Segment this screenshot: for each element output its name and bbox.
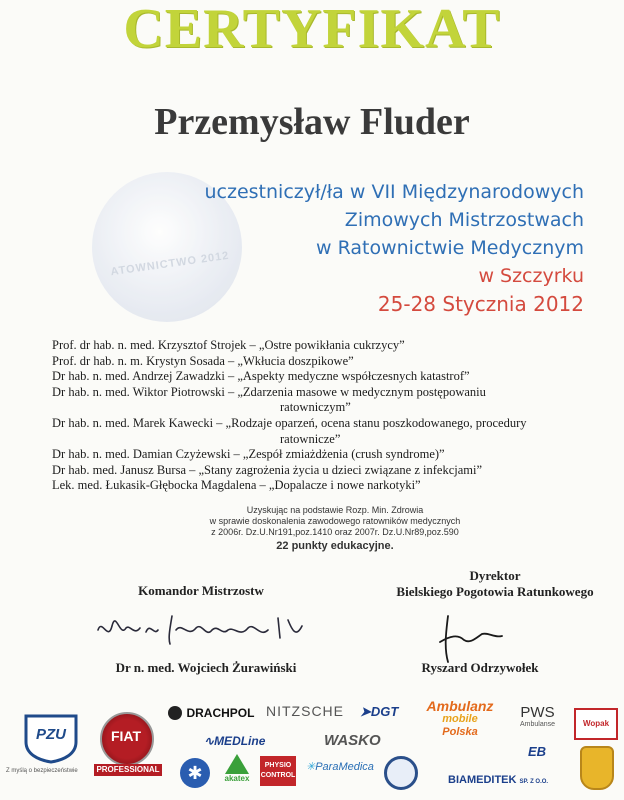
physio-control-logo: PHYSIO CONTROL: [260, 756, 296, 786]
event-line: Zimowych Mistrzostwach: [344, 209, 584, 231]
event-city: w Szczyrku: [478, 265, 584, 287]
nitzsche-logo: NITZSCHE: [266, 703, 344, 719]
pzu-logo: [20, 712, 82, 764]
left-signatory-name: Dr n. med. Wojciech Żurawiński: [115, 660, 297, 675]
dgt-arrow-icon: ➤: [360, 704, 371, 719]
fiat-text: FIAT: [110, 728, 142, 744]
medline-logo: [204, 734, 265, 748]
pws-logo: [520, 704, 555, 728]
lecture-item: [52, 447, 572, 463]
left-handwritten-signature: [92, 608, 312, 652]
lecture-item: [52, 478, 572, 494]
akatex-text: akatex: [224, 774, 250, 783]
eb-logo: EB: [528, 744, 547, 759]
lecture-text: Dr hab. med. Janusz Bursa – „Stany zagrożenia życia u dzieci związane z infekcjami”: [52, 462, 483, 477]
crest-icon: [580, 746, 614, 790]
ambulanz-line-3: Polska: [442, 726, 478, 738]
dgt-text: DGT: [370, 704, 399, 719]
biameditek-text: BIAMEDITEK: [448, 774, 517, 786]
lecture-text-continued: ratowniczym”: [280, 400, 351, 415]
pws-text: PWS: [520, 704, 555, 721]
lecture-list: [52, 338, 572, 494]
lecture-text: Dr hab. n. med. Damian Czyżewski – „Zespół zmiażdżenia (crush syndrome)”: [52, 447, 445, 462]
right-title-line-1: Dyrektor: [469, 568, 521, 583]
drachpol-circle-icon: [168, 706, 182, 720]
right-handwritten-signature: [430, 612, 510, 666]
ambulanz-logo: [410, 700, 510, 739]
wopak-text: Wopak: [582, 719, 610, 728]
right-signatory-name: Ryszard Odrzywołek: [421, 660, 539, 675]
paramedica-text: ParaMedica: [315, 761, 374, 773]
lecture-text: Dr hab. n. med. Andrzej Zawadzki – „Aspekty medyczne współczesnych katastrof”: [52, 369, 470, 384]
pzu-tagline: Z myślą o bezpieczeństwie: [6, 768, 78, 774]
pzu-text: PZU: [36, 726, 66, 743]
points-basis-line: Uzyskując na podstawie Rozp. Min. Zdrowia: [246, 505, 424, 515]
medline-text: MEDLine: [214, 734, 266, 748]
event-description: [64, 178, 584, 318]
lecture-text: Dr hab. n. med. Wiktor Piotrowski – „Zdarzenia masowe w medycznym postępowaniu: [52, 384, 486, 399]
biameditek-subtext: SP. Z O.O.: [519, 779, 549, 785]
wasko-logo: WASKO: [324, 732, 381, 749]
lecture-text: Dr hab. n. med. Marek Kawecki – „Rodzaje oparzeń, ocena stanu poszkodowanego, procedury: [52, 415, 527, 430]
education-points: [200, 505, 470, 552]
lecture-text: Lek. med. Łukasik-Głębocka Magdalena – „Dopalacze i nowe narkotyki”: [52, 478, 421, 493]
event-line: uczestniczył/ła w VII Międzynarodowych: [204, 181, 584, 203]
lecture-item: [52, 463, 572, 479]
points-basis-line: z 2006r. Dz.U.Nr191,poz.1410 oraz 2007r. Dz.U.Nr89,poz.590: [211, 527, 459, 537]
lecture-text-continued: ratownicze”: [280, 431, 341, 446]
dgt-logo: [360, 704, 398, 720]
event-line: w Ratownictwie Medycznym: [316, 237, 584, 259]
points-basis-line: w sprawie doskonalenia zawodowego ratowników medycznych: [209, 516, 461, 526]
certificate-title: CERTYFIKAT: [123, 0, 501, 60]
right-title-line-2: Bielskiego Pogotowia Ratunkowego: [396, 584, 594, 599]
event-date: 25-28 Stycznia 2012: [377, 292, 584, 316]
points-result: 22 punkty edukacyjne.: [276, 540, 394, 552]
akatex-logo: [222, 754, 252, 783]
lecture-item: [52, 416, 572, 447]
akatex-triangle-icon: [225, 754, 249, 774]
pws-subtext: Ambulanse: [520, 721, 556, 728]
lecture-item: [52, 338, 572, 354]
watermark-text: ATOWNICTWO 2012: [109, 249, 231, 279]
wopak-logo: [574, 708, 618, 740]
lecture-text: Prof. dr hab. n. med. Krzysztof Strojek – „Ostre powikłania cukrzycy”: [52, 338, 405, 352]
paramedica-logo: [306, 760, 374, 773]
paramedica-star-icon: ✳: [306, 761, 316, 773]
round-seal-icon: [384, 756, 418, 790]
ambulanz-line-1: Ambulanz: [426, 698, 494, 714]
lecture-item: [52, 369, 572, 385]
biameditek-logo: [448, 774, 548, 786]
drachpol-logo: [168, 704, 254, 724]
emergency-star-icon: ✱: [180, 758, 210, 788]
drachpol-text: DRACHPOL: [186, 705, 255, 720]
recipient-name: Przemysław Fluder: [154, 101, 470, 143]
lecture-text: Prof. dr hab. n. m. Krystyn Sosada – „Wkłucia doszpikowe”: [52, 353, 354, 368]
fiat-professional-label: PROFESSIONAL: [94, 764, 162, 776]
medline-wave-icon: ∿: [204, 734, 215, 748]
ambulanz-line-2: mobile: [442, 713, 478, 725]
lecture-item: [52, 354, 572, 370]
left-signatory-title: Komandor Mistrzostw: [138, 583, 264, 598]
right-signatory-title: [380, 568, 610, 600]
lecture-item: [52, 385, 572, 416]
